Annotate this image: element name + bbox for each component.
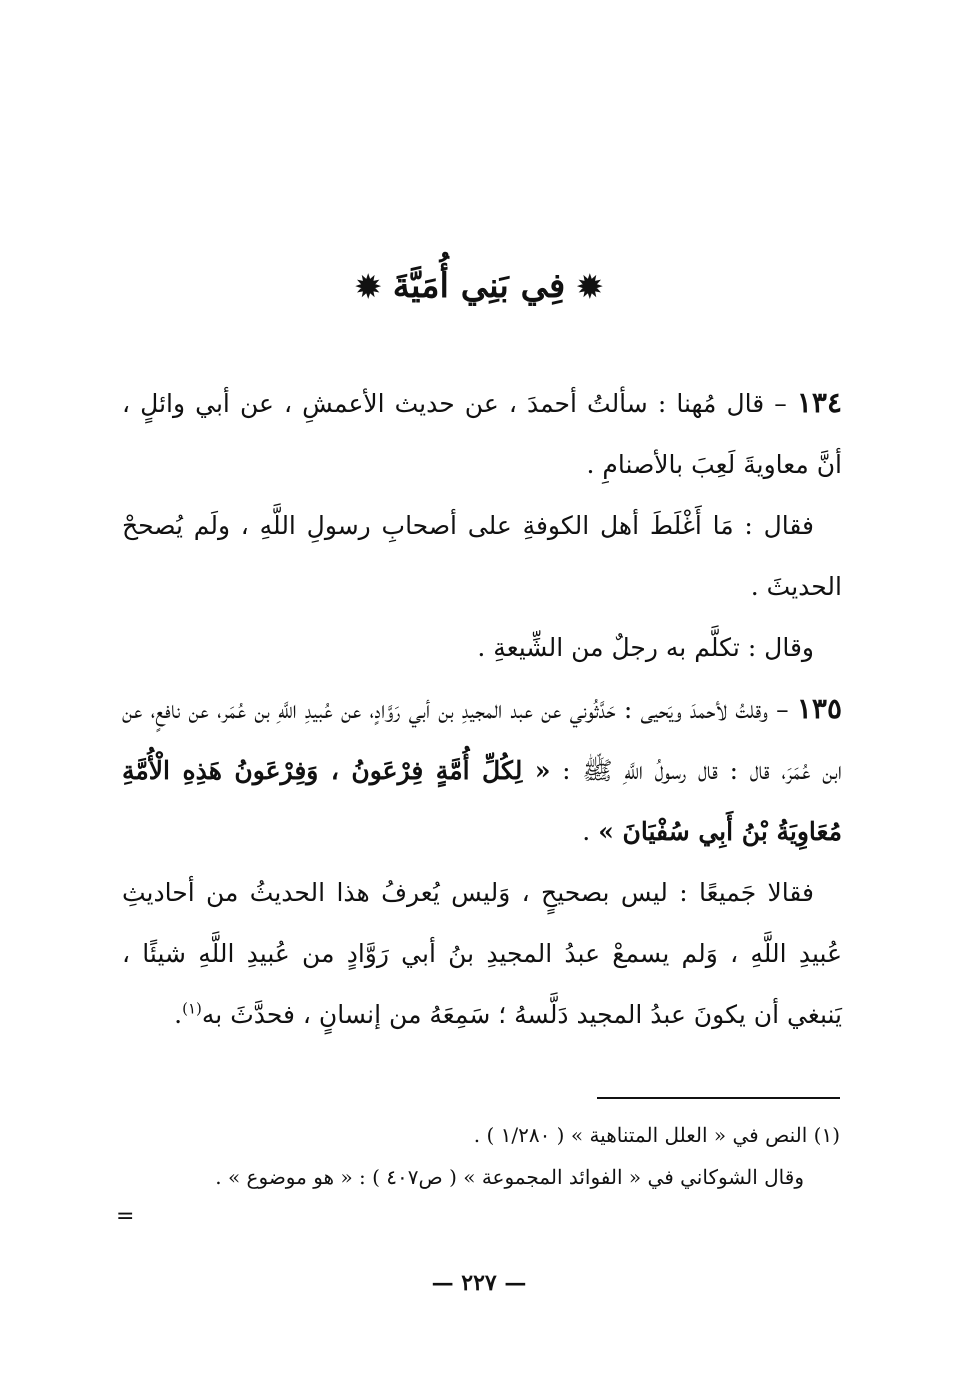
footnotes	[112, 1114, 840, 1198]
main-text	[122, 372, 842, 1045]
paragraph	[122, 495, 842, 617]
paragraph-text: فقالا جَميعًا : ليس بصحيحٍ ، وَليس يُعرفُ هذا الحديثُ من أحاديثِ عُبيدِ اللَّهِ ، وَلم يسمعْ عبدُ المجيدِ بنُ أبي رَوَّادٍ من عُبيدِ اللَّهِ شيئًا ، يَنبغي أن يكونَ عبدُ المجيد دَلَّسهُ ؛ سَمِعَهُ من إنسانٍ ، فحدَّثَ به	[122, 878, 842, 1029]
paragraph	[122, 617, 842, 678]
star-ornament-icon: ✹	[577, 270, 603, 305]
star-ornament-icon: ✹	[355, 270, 381, 305]
chapter-heading	[0, 262, 958, 312]
entry-number: ١٣٤	[796, 386, 842, 419]
continuation-mark: =	[116, 1204, 135, 1229]
paragraph-135	[122, 678, 842, 862]
footnote-separator	[597, 1097, 840, 1099]
footnote-1-continued: وقال الشوكاني في « الفوائد المجموعة » ( ص٤٠٧ ) : « هو موضوع » .	[215, 1165, 804, 1189]
entry-number: ١٣٥	[796, 692, 842, 725]
page-number: — ٢٢٧ —	[431, 1270, 527, 1296]
paragraph-text: وقال : تكلَّم به رجلٌ من الشِّيعةِ .	[477, 633, 814, 662]
chapter-title: فِي بَنِي أُمَيَّةَ	[392, 266, 566, 306]
paragraph-text: فقال : مَا أَغْلَطَ أهل الكوفةِ على أصحابِ رسولِ اللَّهِ ، ولَم يُصححْ الحديثَ .	[122, 511, 842, 601]
footnote-reference[interactable]: (١)	[182, 999, 202, 1018]
paragraph-text: .	[174, 1000, 183, 1029]
paragraph	[122, 862, 842, 1045]
footnote-1: (١) النص في « العلل المتناهية » ( ١/٢٨٠ ) .	[473, 1123, 840, 1147]
paragraph-text: .	[582, 817, 599, 846]
hadith-quote: « لِكُلِّ أُمَّةٍ فِرْعَونُ ، وَفِرْعَونُ هَذِهِ الْأُمَّةِ مُعَاوِيَةُ بْنُ أَبِي سُفْيَانَ »	[122, 756, 842, 846]
paragraph-text: – قال مُهنا : سألتُ أحمدَ ، عن حديث الأعمشِ ، عن أبي وائلٍ ، أنَّ معاويةَ لَعِبَ بالأصنامِ .	[122, 389, 842, 479]
paragraph-134	[122, 372, 842, 495]
paragraph-text: – وقلتُ لأحمدَ ويَحيى : حَدَّثُوني عن عبد المجيدِ بن أبي رَوَّادٍ، عن عُبيدِ اللَّهِ بن عُمَر، عن نافعٍ، عن ابن عُمَرَ، قال : قال رسولُ اللَّهِ ﷺ :	[122, 695, 842, 785]
